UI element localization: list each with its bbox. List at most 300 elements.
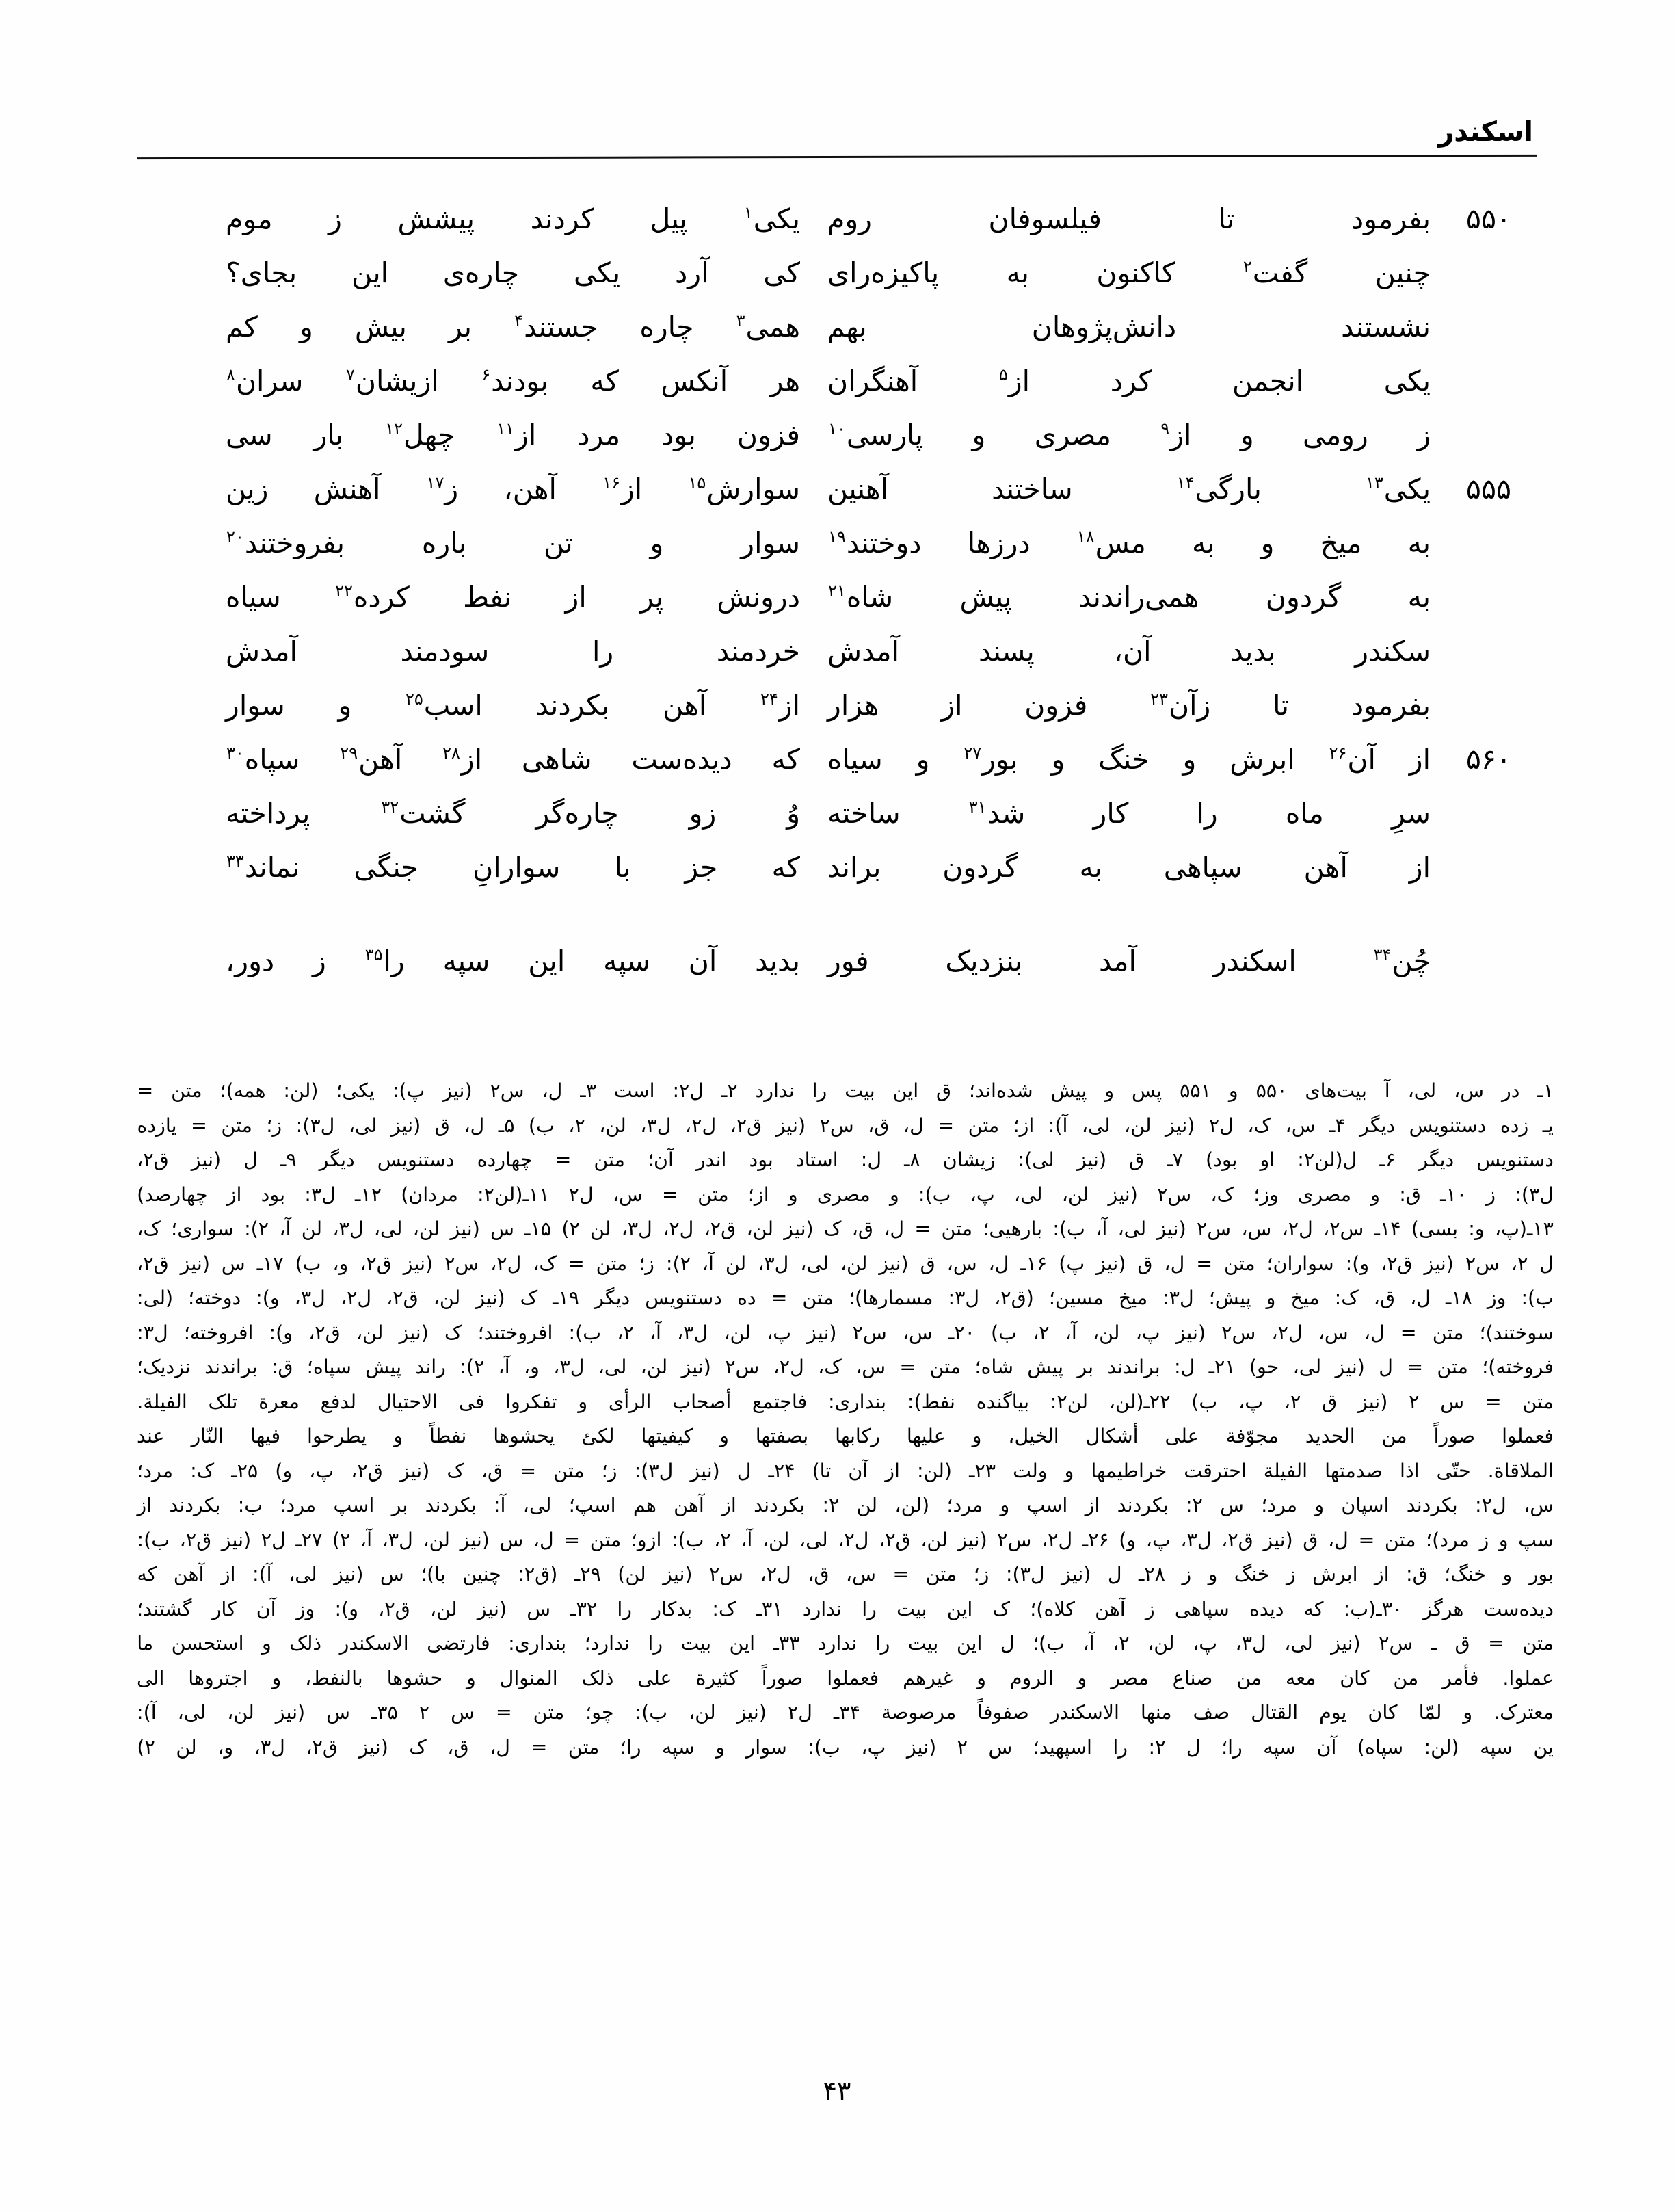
apparatus-token: مرد؛ — [137, 1459, 174, 1482]
apparatus-token: و — [1314, 1494, 1325, 1516]
footnote-marker[interactable]: ۲۰ — [226, 527, 244, 547]
apparatus-token: فعملوا — [1502, 1425, 1554, 1447]
apparatus-token: ق — [434, 1114, 450, 1137]
apparatus-token: (نیز — [180, 1252, 210, 1275]
apparatus-token: مصری — [816, 1183, 871, 1206]
apparatus-token: (لن: — [1424, 1735, 1459, 1759]
apparatus-token: ل۳): — [1005, 1563, 1045, 1585]
apparatus-token: آن — [256, 1597, 276, 1620]
verse-word: ز — [1417, 419, 1431, 451]
apparatus-token: و — [1000, 1494, 1010, 1516]
apparatus-token: ق۲، — [1381, 1252, 1413, 1275]
apparatus-token: ل۳، — [254, 1735, 285, 1759]
verse-number: ۵۵۰ — [1465, 202, 1511, 235]
apparatus-token: لن، — [1124, 1114, 1152, 1137]
apparatus-token: فارتضی — [427, 1632, 490, 1655]
apparatus-token: (لن، — [894, 1494, 930, 1516]
verse-word: پیش — [959, 581, 1012, 614]
apparatus-token: از — [1085, 1494, 1100, 1516]
apparatus-token: لی، — [348, 1114, 377, 1137]
verse-word: گردون — [942, 851, 1018, 884]
footnote-marker[interactable]: ۲۷ — [964, 743, 982, 763]
apparatus-token: ک — [447, 1459, 464, 1482]
apparatus-token: ل، — [903, 1114, 924, 1137]
hemistich-second — [226, 367, 827, 395]
footnote-marker[interactable]: ۴ — [514, 311, 524, 331]
apparatus-token: پ، — [1145, 1528, 1171, 1551]
apparatus-token: ۲۱ـ — [1208, 1356, 1236, 1378]
apparatus-token: ۱۳ـ(پ، — [1494, 1217, 1554, 1240]
apparatus-token: س۲ — [1221, 1321, 1256, 1344]
apparatus-token: ل۳): — [634, 1459, 674, 1482]
verse-word: جنگی — [354, 851, 418, 884]
footnote-marker[interactable]: ۱۴ — [1176, 473, 1195, 493]
apparatus-token: ۲ — [957, 1735, 968, 1759]
apparatus-token: دستنویس — [1409, 1114, 1487, 1137]
footnote-marker[interactable]: ۲۳ — [1150, 689, 1168, 709]
apparatus-token: معه — [1286, 1666, 1316, 1689]
apparatus-line — [137, 1488, 1554, 1523]
apparatus-token: ق۲، — [308, 1321, 341, 1344]
apparatus-token: = — [190, 1114, 207, 1137]
verse-word: از — [1409, 743, 1431, 776]
apparatus-token: دستنویس — [645, 1287, 722, 1309]
verse-word: یکی — [573, 256, 621, 289]
footnote-marker[interactable]: ۲۴ — [760, 689, 778, 709]
apparatus-token: خنگ؛ — [1444, 1563, 1486, 1585]
apparatus-token: (نیز — [1096, 1252, 1126, 1275]
apparatus-token: تا) — [812, 1459, 832, 1482]
footnote-marker[interactable]: ۲ — [1243, 257, 1252, 277]
apparatus-token: پ، — [1135, 1321, 1160, 1344]
apparatus-token: خراطیمها — [1091, 1459, 1167, 1482]
apparatus-token: متن — [802, 1287, 834, 1309]
apparatus-token: صوراً — [1433, 1425, 1476, 1447]
apparatus-token: ل۲: — [1475, 1494, 1506, 1516]
apparatus-token: متن — [1384, 1528, 1416, 1551]
verse-word: بر — [449, 311, 473, 343]
apparatus-token: ق، — [851, 1217, 873, 1240]
footnote-marker[interactable]: ۳ — [736, 311, 745, 331]
apparatus-token: ۲) — [137, 1735, 155, 1759]
apparatus-line — [137, 1661, 1554, 1696]
verse-word: موم — [226, 202, 273, 235]
apparatus-token: متن — [1437, 1356, 1468, 1378]
footnote-marker[interactable]: ۲۶ — [1329, 743, 1347, 763]
apparatus-line — [137, 1350, 1554, 1385]
verse-word: و — [916, 743, 930, 776]
apparatus-token: الی — [137, 1666, 165, 1689]
apparatus-token: س، — [845, 1563, 876, 1585]
verse-word: کار — [1093, 797, 1129, 830]
apparatus-token: (نیز — [1335, 1356, 1365, 1378]
apparatus-token: و — [393, 1425, 403, 1447]
apparatus-token: و — [578, 1390, 588, 1413]
hemistich-second — [226, 689, 827, 722]
apparatus-token: ۲۲ـ(لن، — [1108, 1390, 1171, 1413]
apparatus-token: ۲) — [332, 1528, 351, 1551]
apparatus-token: الاحتیال — [377, 1390, 438, 1413]
apparatus-token: ق، — [868, 1114, 890, 1137]
apparatus-token: ۶ـ — [1379, 1148, 1396, 1171]
apparatus-token: س۲، — [1323, 1217, 1364, 1240]
apparatus-token: ب): — [808, 1735, 840, 1759]
apparatus-token: از — [220, 1563, 236, 1585]
apparatus-token: ق، — [481, 1459, 503, 1482]
verse-word: بکردند — [535, 689, 610, 722]
verse-word: کرده$^{۲۲}$ — [335, 581, 410, 614]
apparatus-token: غیرهم — [903, 1666, 953, 1689]
apparatus-line — [137, 1454, 1554, 1489]
apparatus-token: بر — [391, 1494, 408, 1516]
verse-word: سپه — [603, 945, 650, 977]
verse-word: یکی$^{۱۳}$ — [1365, 473, 1431, 505]
hemistich-first-text — [827, 475, 1431, 503]
apparatus-token: = — [555, 1148, 572, 1171]
apparatus-token: نفطاً — [429, 1425, 467, 1447]
apparatus-token: = — [899, 1356, 916, 1378]
apparatus-token: ۳۴ـ — [833, 1701, 860, 1724]
apparatus-token: لی، — [373, 1217, 403, 1240]
apparatus-token: لی، — [289, 1563, 317, 1585]
apparatus-token: ل۳، — [332, 1217, 364, 1240]
verse-word: نماند$^{۳۳}$ — [226, 851, 300, 884]
verse-word: انجمن — [1232, 365, 1304, 397]
apparatus-token: و: — [1468, 1217, 1485, 1240]
apparatus-token: ۳۵ـ — [371, 1701, 398, 1724]
verse-word: پسند — [978, 635, 1035, 668]
page-number: ۴۳ — [823, 2076, 851, 2106]
apparatus-token: س۲ — [1157, 1183, 1192, 1206]
verse-word: و — [338, 689, 352, 722]
apparatus-token: آهن — [1095, 1597, 1126, 1620]
apparatus-token: پیش — [1027, 1356, 1064, 1378]
apparatus-token: ل۳، — [640, 1114, 672, 1137]
apparatus-token: عند — [137, 1425, 165, 1447]
hemistich-second — [226, 797, 827, 830]
verse-word: که — [771, 743, 800, 776]
apparatus-line — [137, 1212, 1554, 1247]
apparatus-token: و — [1463, 1701, 1473, 1724]
footnote-marker[interactable]: ۳۱ — [968, 798, 987, 817]
apparatus-token: از — [885, 1459, 900, 1482]
apparatus-token: ازو؛ — [630, 1528, 662, 1551]
apparatus-token: ل — [1379, 1356, 1393, 1378]
apparatus-token: ل: — [860, 1148, 882, 1171]
apparatus-token: ز — [1286, 1563, 1296, 1585]
footnote-marker[interactable]: ۱۱ — [496, 419, 515, 439]
footnote-marker[interactable]: ۳۵ — [364, 945, 383, 965]
apparatus-token: و — [466, 1666, 476, 1689]
apparatus-token: س — [326, 1701, 350, 1724]
apparatus-token: (نیز — [403, 1252, 434, 1275]
apparatus-token: لی، — [799, 1528, 828, 1551]
apparatus-token: ب): — [671, 1528, 704, 1551]
apparatus-token: فیها — [250, 1425, 281, 1447]
apparatus-token: الملاقاة. — [1487, 1459, 1554, 1482]
apparatus-token: (نیز — [475, 1287, 505, 1309]
apparatus-token: دیده — [1249, 1597, 1284, 1620]
footnote-marker[interactable]: ۱۸ — [1076, 527, 1095, 547]
apparatus-token: متن — [968, 1114, 1000, 1137]
critical-apparatus — [137, 1074, 1554, 1765]
apparatus-token: ۳۳ـ — [773, 1632, 800, 1655]
apparatus-token: لی، — [1013, 1183, 1043, 1206]
apparatus-token: چو؛ — [585, 1701, 614, 1724]
apparatus-token: ز — [1182, 1563, 1192, 1585]
footnote-marker[interactable]: ۱۳ — [1365, 473, 1383, 493]
apparatus-token: بیت‌های — [1305, 1079, 1367, 1102]
verse-word: رومی — [1303, 419, 1368, 451]
apparatus-line — [137, 1523, 1554, 1558]
verse-word: بارگی$^{۱۴}$ — [1176, 473, 1262, 505]
hemistich-second — [226, 421, 827, 449]
footnote-marker[interactable]: ۲۹ — [340, 743, 358, 763]
apparatus-token: (نیز — [879, 1252, 909, 1275]
apparatus-token: با)؛ — [421, 1563, 446, 1585]
apparatus-token: آ): — [137, 1701, 157, 1724]
apparatus-token: و): — [334, 1597, 358, 1620]
verse-word: مصری — [1034, 419, 1111, 451]
apparatus-line — [137, 1143, 1554, 1178]
verse-word: بدید — [1230, 635, 1276, 668]
apparatus-token: را — [617, 1597, 633, 1620]
apparatus-token: ۲): — [665, 1252, 691, 1275]
verse-couplet — [226, 743, 1511, 800]
apparatus-token: آ، — [279, 1217, 291, 1240]
apparatus-token: س — [988, 1735, 1013, 1759]
apparatus-token: ل۳، — [621, 1217, 652, 1240]
apparatus-token: دیده‌ست — [1483, 1597, 1554, 1620]
apparatus-token: ۲: — [822, 1494, 840, 1516]
apparatus-token: از — [721, 1494, 736, 1516]
footnote-marker[interactable]: ۱۶ — [602, 473, 620, 493]
apparatus-token: بسی) — [1411, 1217, 1459, 1240]
footnote-marker[interactable]: ۱۲ — [385, 419, 403, 439]
apparatus-token: اسپ؛ — [568, 1494, 616, 1516]
footnote-marker[interactable]: ۳۴ — [1373, 945, 1392, 965]
apparatus-token: و — [719, 1425, 729, 1447]
apparatus-token: ۲، — [1284, 1390, 1301, 1413]
apparatus-token: ق، — [808, 1563, 829, 1585]
apparatus-token: صناع — [1172, 1666, 1213, 1689]
apparatus-token: آ): — [1048, 1114, 1068, 1137]
footnote-marker[interactable]: ۹ — [1160, 419, 1170, 439]
apparatus-line — [137, 1074, 1554, 1109]
apparatus-token: (نیز — [1156, 1217, 1186, 1240]
apparatus-token: (نیز — [399, 1459, 430, 1482]
apparatus-token: س، — [1524, 1494, 1554, 1516]
footnote-marker[interactable]: ۷ — [345, 365, 355, 385]
verse-word: را — [592, 635, 614, 668]
apparatus-token: ق — [1454, 1632, 1470, 1655]
hemistich-first-text — [827, 581, 1431, 614]
verse-word: چاره‌گر — [535, 797, 619, 830]
apparatus-token: = — [520, 1459, 537, 1482]
apparatus-token: مسین؛ — [1048, 1287, 1104, 1309]
footnote-marker[interactable]: ۶ — [481, 365, 491, 385]
verse-word: بدید — [755, 945, 800, 977]
verse-word: آهنگران — [827, 365, 918, 397]
apparatus-token: ل۲، — [1041, 1528, 1073, 1551]
apparatus-token: لی، — [1081, 1114, 1111, 1137]
apparatus-token: از؛ — [747, 1183, 769, 1206]
apparatus-token: سواری؛ — [171, 1217, 234, 1240]
apparatus-token: لن، — [1147, 1632, 1175, 1655]
footnote-marker[interactable]: ۵ — [998, 365, 1008, 385]
apparatus-token: لی، — [177, 1701, 207, 1724]
footnote-marker[interactable]: ۸ — [226, 365, 235, 385]
apparatus-token: ق۲، — [730, 1114, 762, 1137]
apparatus-token: ل، — [988, 1252, 1009, 1275]
apparatus-token: س۲ — [819, 1114, 854, 1137]
verse-word: وُ — [786, 797, 800, 830]
apparatus-token: لن) — [617, 1563, 646, 1585]
footnote-marker[interactable]: ۳۰ — [226, 743, 244, 763]
verse-word: ماه — [1285, 797, 1324, 830]
apparatus-token: ز — [1479, 1528, 1489, 1551]
footnote-marker[interactable]: ۳۲ — [381, 798, 399, 817]
apparatus-token: را — [1113, 1735, 1128, 1759]
apparatus-token: ۸ـ — [904, 1148, 920, 1171]
hemistich-first-text — [827, 421, 1431, 449]
verse-word: زو — [689, 797, 717, 830]
apparatus-token: و — [1104, 1079, 1115, 1102]
apparatus-token: و، — [332, 1252, 349, 1275]
verse-couplet — [226, 851, 1511, 908]
apparatus-line — [137, 1696, 1554, 1730]
footnote-marker[interactable]: ۱۷ — [426, 473, 444, 493]
apparatus-token: آ، — [702, 1252, 714, 1275]
verse-word: دوختند$^{۱۹}$ — [828, 527, 922, 559]
apparatus-token: آ، — [1082, 1632, 1095, 1655]
apparatus-token: ل۲، — [773, 1356, 804, 1378]
verse-word: مرد — [577, 419, 621, 451]
verse-word: سیاه — [827, 743, 883, 776]
verse-word: آمدش — [827, 635, 899, 668]
apparatus-token: ۲: — [1148, 1735, 1166, 1759]
apparatus-token: س، — [1285, 1114, 1316, 1137]
apparatus-token: علی — [1165, 1425, 1199, 1447]
hemistich-first-text — [827, 529, 1431, 557]
apparatus-token: و — [1266, 1287, 1276, 1309]
apparatus-token: ق — [1129, 1148, 1145, 1171]
apparatus-token: لن، — [433, 1287, 461, 1309]
apparatus-token: شاه؛ — [974, 1356, 1013, 1378]
footnote-marker[interactable]: ۲۸ — [442, 743, 460, 763]
apparatus-token: آ، — [360, 1528, 373, 1551]
footnote-marker[interactable]: ۱۰ — [828, 419, 846, 439]
apparatus-token: النّار — [191, 1425, 224, 1447]
apparatus-token: ۹ـ — [280, 1148, 297, 1171]
apparatus-token: ل۳، — [1235, 1632, 1266, 1655]
apparatus-token: ل۳، — [1180, 1528, 1212, 1551]
apparatus-token: (نیز — [1165, 1114, 1195, 1137]
apparatus-token: این — [729, 1632, 756, 1655]
apparatus-token: ل۳، — [553, 1356, 585, 1378]
apparatus-token: لن، — [356, 1321, 384, 1344]
apparatus-token: استاد — [795, 1148, 838, 1171]
hemistich-first-text — [827, 851, 1431, 884]
apparatus-token: أصحاب — [672, 1390, 732, 1413]
apparatus-token: آن؛ — [647, 1148, 674, 1171]
apparatus-token: س — [499, 1528, 524, 1551]
verse-word: تا — [1273, 689, 1290, 722]
apparatus-token: فروخته)؛ — [1482, 1356, 1554, 1378]
footnote-marker[interactable]: ۲۱ — [828, 581, 846, 601]
verse-word: فور — [827, 945, 869, 977]
apparatus-token: ۲، — [568, 1114, 585, 1137]
apparatus-token: ک، — [818, 1356, 842, 1378]
footnote-marker[interactable]: ۳۳ — [226, 852, 244, 871]
apparatus-token: ۱۶ـ — [1020, 1252, 1048, 1275]
apparatus-token: اسپان — [1341, 1494, 1390, 1516]
apparatus-token: پ): — [392, 1079, 425, 1102]
apparatus-token: ب) — [1191, 1390, 1218, 1413]
apparatus-token: ب): — [1521, 1287, 1554, 1309]
apparatus-token: س۲ — [725, 1356, 760, 1378]
footnote-marker[interactable]: ۱۹ — [828, 527, 846, 547]
apparatus-token: لی، — [1407, 1079, 1437, 1102]
apparatus-token: ـ — [1431, 1632, 1437, 1655]
apparatus-token: متن — [171, 1079, 202, 1102]
apparatus-token: صوراً — [761, 1666, 803, 1689]
apparatus-token: آهن — [674, 1494, 704, 1516]
apparatus-token: لن، — [640, 1356, 668, 1378]
apparatus-token: از — [1374, 1563, 1390, 1585]
apparatus-token: ۲۹ـ — [574, 1563, 601, 1585]
verse-word: به — [1006, 256, 1029, 289]
apparatus-token: الحدید — [1305, 1425, 1355, 1447]
apparatus-token: چنین — [462, 1563, 501, 1585]
apparatus-token: براندند — [1107, 1356, 1160, 1378]
footnote-marker[interactable]: ۱۵ — [688, 473, 706, 493]
apparatus-token: ب) — [991, 1321, 1017, 1344]
apparatus-token: این — [956, 1632, 983, 1655]
hemistich-second — [226, 743, 827, 776]
apparatus-token: لن۲: — [1050, 1390, 1089, 1413]
apparatus-token: و — [1208, 1563, 1218, 1585]
hemistich-first-text — [827, 367, 1431, 395]
verse-word: چُن$^{۳۴}$ — [1373, 945, 1431, 977]
verse-word: سوار — [741, 527, 800, 559]
apparatus-token: مرد؛ — [946, 1494, 983, 1516]
apparatus-token: ۲۳ـ — [969, 1459, 996, 1482]
apparatus-token: لن، — [920, 1528, 948, 1551]
apparatus-token: ل، — [464, 1114, 485, 1137]
apparatus-token: سپه — [662, 1735, 695, 1759]
apparatus-token: الفیلة — [1263, 1459, 1308, 1482]
apparatus-token: متن — [568, 1735, 600, 1759]
apparatus-token: مصر — [1111, 1666, 1149, 1689]
apparatus-token: ل۲ — [261, 1528, 286, 1551]
apparatus-token: ک — [520, 1287, 538, 1309]
apparatus-token: ل۲، — [760, 1563, 791, 1585]
footnote-marker[interactable]: ۲۲ — [335, 581, 353, 601]
apparatus-token: لن، — [423, 1528, 450, 1551]
verse-word: همی$^۳$ — [736, 311, 800, 343]
apparatus-token: ده — [736, 1287, 756, 1309]
footnote-marker[interactable]: ۱ — [743, 203, 753, 223]
apparatus-token: ل۲، — [1281, 1217, 1313, 1240]
apparatus-token: ل۳، — [382, 1528, 413, 1551]
apparatus-token: زده — [1500, 1114, 1529, 1137]
apparatus-token: ز؛ — [639, 1252, 654, 1275]
apparatus-token: پ، — [1238, 1390, 1264, 1413]
footnote-marker[interactable]: ۲۵ — [406, 689, 423, 709]
hemistich-first — [827, 475, 1511, 503]
apparatus-token: (نیز — [663, 1563, 693, 1585]
